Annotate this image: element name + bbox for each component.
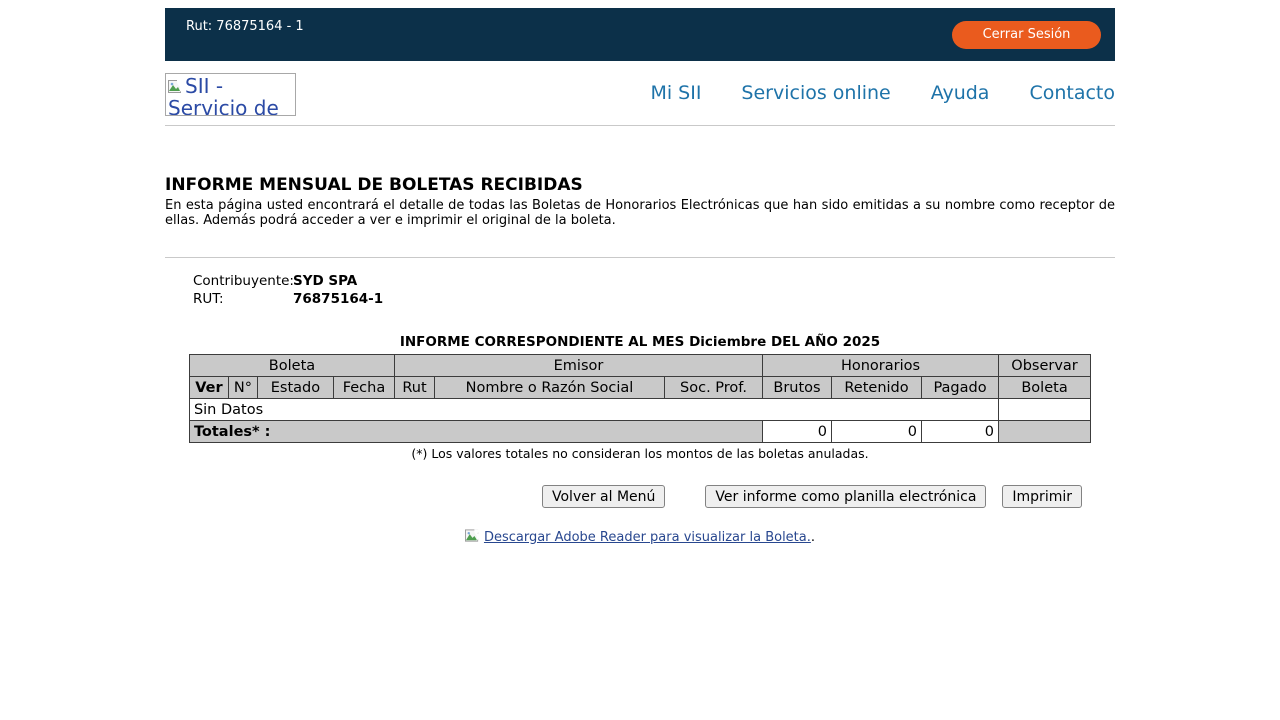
page-title: INFORME MENSUAL DE BOLETAS RECIBIDAS <box>165 175 583 195</box>
col-header-numero: N° <box>228 377 257 399</box>
table-group-header-row <box>189 355 1090 377</box>
col-header-estado: Estado <box>257 377 333 399</box>
site-header <box>165 61 1115 125</box>
col-header-pagado: Pagado <box>922 377 999 399</box>
totals-label-cell: Totales* : <box>189 421 762 443</box>
totals-retenido-cell: 0 <box>832 421 922 443</box>
adobe-link-suffix: . <box>810 530 816 545</box>
empty-observar-cell <box>999 399 1091 421</box>
session-rut-label: Rut: 76875164 - 1 <box>186 19 304 34</box>
broken-image-icon <box>465 528 480 544</box>
logo-alt-text: SII - Servicio de <box>168 74 279 116</box>
col-header-fecha: Fecha <box>333 377 394 399</box>
taxpayer-rut-label: RUT: <box>193 291 224 307</box>
col-header-boleta: Boleta <box>999 377 1091 399</box>
action-buttons <box>165 485 1082 508</box>
download-adobe-reader-link[interactable]: Descargar Adobe Reader para visualizar la Boleta. <box>483 530 811 545</box>
taxpayer-info <box>193 272 1115 308</box>
nav-link-servicios-online[interactable]: Servicios online <box>741 82 891 104</box>
taxpayer-name: SYD SPA <box>293 273 358 289</box>
col-header-nombre: Nombre o Razón Social <box>434 377 664 399</box>
totals-observar-cell <box>999 421 1091 443</box>
content-divider <box>165 257 1115 258</box>
group-header-emisor: Emisor <box>394 355 762 377</box>
session-topbar <box>165 8 1115 61</box>
view-spreadsheet-button[interactable]: Ver informe como planilla electrónica <box>705 485 986 508</box>
taxpayer-label: Contribuyente: <box>193 273 294 289</box>
col-header-brutos: Brutos <box>763 377 832 399</box>
taxpayer-rut-value: 76875164-1 <box>293 291 384 307</box>
group-header-honorarios: Honorarios <box>763 355 999 377</box>
totals-brutos-cell: 0 <box>763 421 832 443</box>
totals-pagado-cell: 0 <box>922 421 999 443</box>
header-divider <box>165 125 1115 126</box>
table-empty-row <box>189 399 1090 421</box>
report-table <box>189 354 1091 443</box>
group-header-observar: Observar <box>999 355 1091 377</box>
table-totals-row <box>189 421 1090 443</box>
adobe-reader-row <box>165 528 1115 545</box>
broken-image-icon <box>168 79 184 95</box>
col-header-soc-prof: Soc. Prof. <box>664 377 762 399</box>
table-footnote: (*) Los valores totales no consideran los montos de las boletas anuladas. <box>411 446 869 461</box>
back-to-menu-button[interactable]: Volver al Menú <box>542 485 665 508</box>
col-header-ver: Ver <box>189 377 228 399</box>
col-header-rut: Rut <box>394 377 434 399</box>
table-column-header-row <box>189 377 1090 399</box>
sii-logo-broken-image[interactable] <box>165 73 296 116</box>
nav-link-ayuda[interactable]: Ayuda <box>930 82 990 104</box>
page-container <box>165 0 1115 545</box>
group-header-boleta: Boleta <box>189 355 394 377</box>
nav-link-mi-sii[interactable]: Mi SII <box>650 82 702 104</box>
col-header-retenido: Retenido <box>832 377 922 399</box>
main-nav <box>650 82 1115 104</box>
print-button[interactable]: Imprimir <box>1002 485 1082 508</box>
empty-data-cell: Sin Datos <box>189 399 998 421</box>
page-description: En esta página usted encontrará el detalle de todas las Boletas de Honorarios Electrónicas que han sido emitidas a su nombre como receptor de ellas. Además podrá acceder a ver e imprimir el original de la boleta. <box>165 198 1115 228</box>
logout-button[interactable]: Cerrar Sesión <box>952 21 1101 49</box>
nav-link-contacto[interactable]: Contacto <box>1029 82 1115 104</box>
report-caption: INFORME CORRESPONDIENTE AL MES Diciembre DEL AÑO 2025 <box>399 334 881 350</box>
